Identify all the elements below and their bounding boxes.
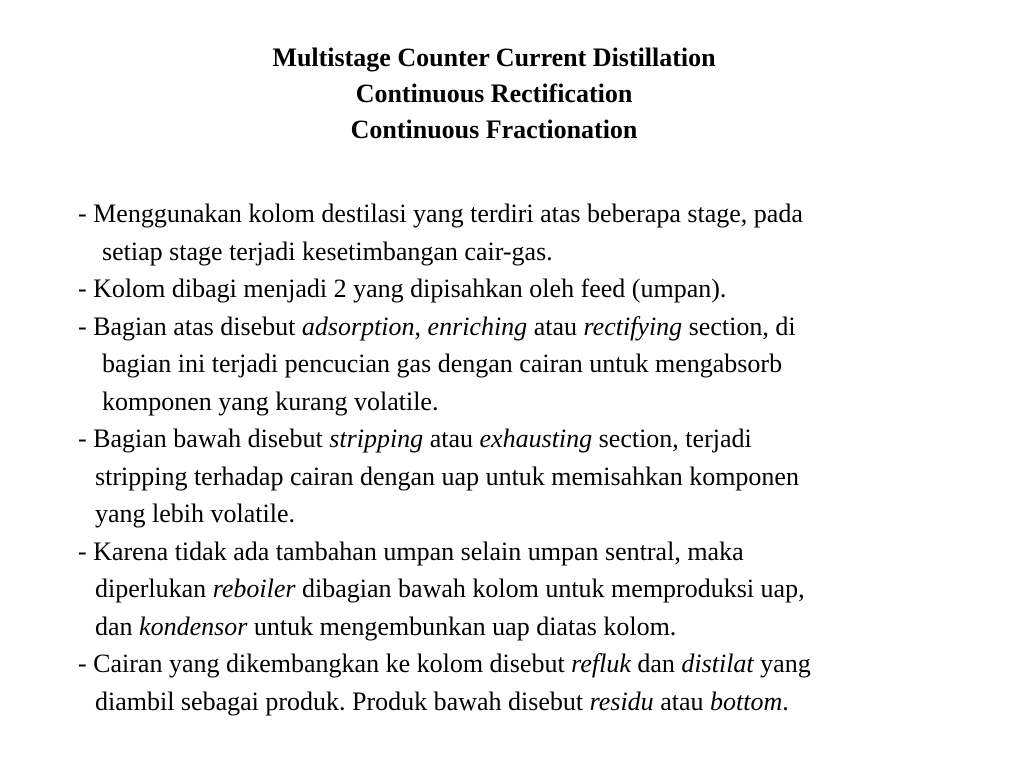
term-residu: residu bbox=[589, 686, 654, 716]
bullet-6-text: yang bbox=[753, 649, 811, 678]
title-line-2: Continuous Rectification bbox=[355, 79, 633, 108]
bullet-5-line-1: - Karena tidak ada tambahan umpan selain umpan sentral, maka bbox=[78, 536, 744, 566]
bullet-3-line-3: komponen yang kurang volatile. bbox=[102, 386, 439, 416]
bullet-4-line-2: stripping terhadap cairan dengan uap untuk memisahkan komponen bbox=[95, 461, 799, 491]
bullet-item-1 bbox=[78, 195, 988, 270]
bullet-5-text: untuk mengembunkan uap diatas kolom. bbox=[247, 611, 677, 641]
bullet-5-text: dan bbox=[95, 611, 140, 641]
bullet-3-line-1 bbox=[78, 308, 988, 346]
bullet-5-text: dibagian bawah kolom untuk memproduksi uap, bbox=[295, 574, 805, 603]
term-exhausting: exhausting bbox=[479, 424, 593, 453]
term-enriching: enriching bbox=[427, 311, 528, 341]
bullet-item-6 bbox=[78, 645, 988, 720]
bullet-6-line-1 bbox=[78, 645, 988, 683]
bullet-5-line-2 bbox=[78, 570, 988, 608]
term-bottom: bottom bbox=[710, 686, 783, 716]
term-adsorption: adsorption bbox=[301, 311, 415, 341]
bullet-5-text: diperlukan bbox=[95, 574, 213, 603]
bullet-4-line-3: yang lebih volatile. bbox=[95, 499, 296, 528]
bullet-1-line-1: - Menggunakan kolom destilasi yang terdiri atas beberapa stage, pada bbox=[78, 199, 803, 228]
term-reboiler: reboiler bbox=[212, 574, 296, 603]
bullet-item-4 bbox=[78, 420, 988, 533]
bullet-6-text: atau bbox=[653, 686, 710, 716]
bullet-4-line-1 bbox=[78, 420, 988, 458]
title-line-3: Continuous Fractionation bbox=[350, 115, 638, 144]
bullet-item-5 bbox=[78, 533, 988, 646]
term-kondensor: kondensor bbox=[139, 611, 248, 641]
bullet-4-text: - Bagian bawah disebut bbox=[78, 424, 330, 453]
title-line-1: Multistage Counter Current Distillation bbox=[272, 43, 716, 72]
bullet-6-text: dan bbox=[630, 649, 682, 678]
slide-title bbox=[0, 40, 1024, 148]
bullet-5-line-3 bbox=[78, 608, 988, 646]
bullet-6-text: . bbox=[782, 686, 789, 716]
bullet-6-line-2 bbox=[78, 683, 988, 721]
bullet-3-text: , bbox=[414, 311, 428, 341]
term-rectifying: rectifying bbox=[583, 311, 683, 341]
bullet-3-text: - Bagian atas disebut bbox=[78, 311, 302, 341]
bullet-3-line-2: bagian ini terjadi pencucian gas dengan cairan untuk mengabsorb bbox=[102, 349, 783, 378]
term-refluk: refluk bbox=[571, 649, 631, 678]
bullet-4-text: atau bbox=[423, 424, 480, 453]
bullet-3-text: atau bbox=[527, 311, 584, 341]
term-distilat: distilat bbox=[681, 649, 754, 678]
term-stripping: stripping bbox=[329, 424, 424, 453]
bullet-2-line-1: - Kolom dibagi menjadi 2 yang dipisahkan oleh feed (umpan). bbox=[78, 274, 727, 303]
bullet-6-text: diambil sebagai produk. Produk bawah disebut bbox=[95, 686, 590, 716]
bullet-6-text: - Cairan yang dikembangkan ke kolom disebut bbox=[78, 649, 572, 678]
bullet-3-text: section, di bbox=[682, 311, 796, 341]
bullet-4-text: section, terjadi bbox=[592, 424, 752, 453]
bullet-item-3 bbox=[78, 308, 988, 421]
bullet-item-2 bbox=[78, 270, 988, 308]
bullet-list bbox=[78, 195, 988, 720]
bullet-1-line-2: setiap stage terjadi kesetimbangan cair-gas. bbox=[102, 236, 553, 266]
